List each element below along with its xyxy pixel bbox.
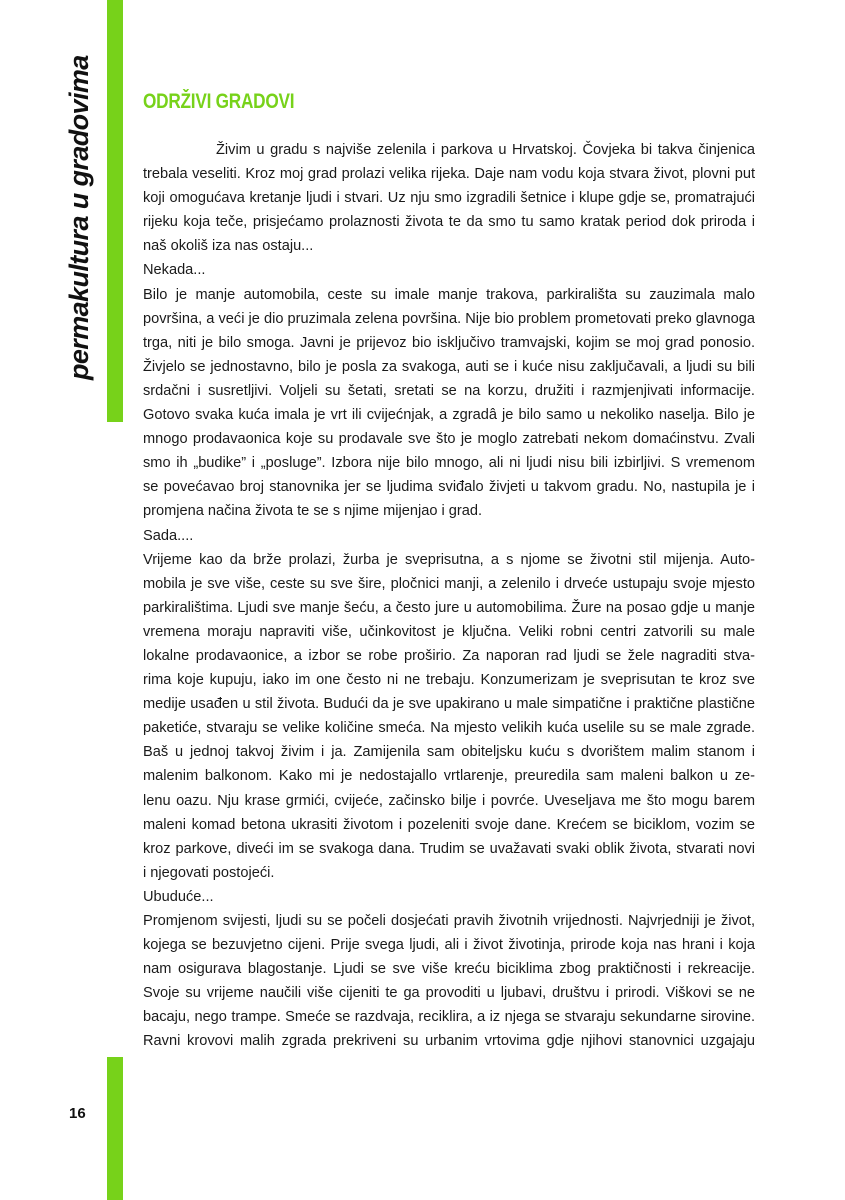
body-line: se povećavao broj stanovnika jer se ljudima sviđalo živjeti u takvom gradu. No, nastupila je i [143, 479, 755, 496]
body-line: Baš u jednoj takvoj živim i ja. Zamijenila sam obiteljsku kuću s dvorištem malim stanom i [143, 744, 755, 761]
body-line: rijeku koja teče, prisjećamo prolaznosti života te da smo tu samo kratak period dok priroda i [143, 214, 755, 231]
body-line: nam osigurava blagostanje. Ljudi se sve više kreću biciklima zbog praktičnosti i rekreacije. [143, 961, 755, 978]
body-line: mobila je sve više, ceste su sve šire, pločnici manji, a zelenilo i drveće ustupaju svoje mjesto [143, 575, 755, 592]
body-line: Nekada... [143, 262, 206, 279]
body-line: Ubuduće... [143, 888, 214, 905]
body-line: trebala veseliti. Kroz moj grad prolazi velika rijeka. Daje nam vodu koja stvara život, plovni put [143, 166, 755, 183]
body-text [143, 138, 755, 1054]
body-line: trga, niti je bilo smoga. Javni je prijevoz bio isključivo tramvajski, kojim se moj grad ponosio. [143, 334, 755, 351]
body-line: paketiće, stvaraju se velike količine smeća. Na mjesto velikih kuća uselile su se male zgrade. [143, 720, 755, 737]
body-line: naš okoliš iza nas ostaju... [143, 238, 314, 255]
body-line: Sada.... [143, 527, 194, 544]
body-line: smo ih „budike” i „posluge”. Izbora nije bilo mnogo, ali ni ljudi nisu bili izbirljivi. S vremenom [143, 455, 755, 472]
body-line: malenim balkonom. Kako mi je nedostajallo vrtlarenje, preuredila sam maleni balkon u ze- [143, 768, 755, 785]
body-line: promjena načina života te se s njime mijenjao i grad. [143, 503, 483, 520]
body-line: Gotovo svaka kuća imala je vrt ili cvijećnjak, a zgradâ je bilo samo u nekoliko naselja. Bilo je [143, 407, 755, 424]
body-line: maleni komad betona ukrasiti životom i pozeleniti svoje dane. Krećem se biciklom, vozim se [143, 816, 755, 833]
section-heading: ODRŽIVI GRADOVI [143, 90, 295, 113]
body-line: mnogo prodavaonica koje su prodavale sve što je moglo zatrebati nekom domaćinstvu. Zvali [143, 431, 755, 448]
body-line: srdačni i susretljivi. Voljeli su šetati, sretati se na korzu, družiti i razmjenjivati informacije. [143, 382, 755, 399]
body-line: medije usađen u stil života. Budući da je sve upakirano u male simpatične i praktične plastične [143, 696, 755, 713]
body-line: Živim u gradu s najviše zelenila i parkova u Hrvatskoj. Čovjeka bi takva činjenica [216, 142, 755, 158]
body-line: Živjelo se jednostavno, bilo je posla za svakoga, auti se i kuće nisu zaključavali, a ljudi su bili [143, 358, 755, 375]
running-title-text: permakultura u gradovima [64, 55, 94, 380]
body-line: Svoje su vrijeme naučili više cijeniti te ga provoditi u ljubavi, društvu i prirodi. Viškovi se ne [143, 985, 755, 1002]
body-line: lenu oazu. Nju krase grmići, cvijeće, začinsko bilje i povrće. Uveseljava me što mogu barem [143, 792, 755, 809]
body-line: Ravni krovovi malih zgrada prekriveni su urbanim vrtovima gdje njihovi stanovnici uzgajaju [143, 1033, 755, 1050]
body-line: Promjenom svijesti, ljudi su se počeli dosjećati pravih životnih vrijednosti. Najvrjedniji je život, [143, 913, 755, 929]
body-line: Vrijeme kao da brže prolazi, žurba je sveprisutna, a s njome se životni stil mijenja. Auto- [143, 551, 755, 568]
body-line: kroz parkove, diveći im se svakoga dana. Trudim se uvažavati svaki oblik života, stvarati novi [143, 840, 755, 857]
body-line: koji omogućava kretanje ljudi i stvari. Uz nju smo izgradili šetnice i klupe gdje se, promatrajući [143, 190, 755, 207]
page-number: 16 [69, 1105, 86, 1122]
body-line: vremena moraju napraviti više, učinkovitost je ključna. Veliki robni centri zatvorili su male [143, 623, 755, 640]
body-line: parkiralištima. Ljudi sve manje šeću, a često jure u automobilima. Žure na posao gdje u manje [143, 599, 755, 616]
body-line: površina, a veći je dio pruzimala zelena površina. Nije bio problem prometovati preko glavnoga [143, 310, 755, 327]
body-line: rima koje kupuju, iako im one često ni ne trebaju. Konzumerizam je sveprisutan te kroz sve [143, 672, 755, 689]
body-line: bacaju, nego trampe. Smeće se razdvaja, reciklira, a iz njega se stvaraju sekundarne sirovine. [143, 1009, 755, 1026]
body-line: Bilo je manje automobila, ceste su imale manje trakova, parkirališta su zauzimala malo [143, 286, 755, 303]
accent-bar-bottom [107, 1057, 123, 1200]
body-line: i njegovati postojeći. [143, 864, 275, 881]
body-line: kojega se bezuvjetno cijeni. Prije svega ljudi, ali i život životinja, prirode koja nas hrani i koja [143, 937, 755, 954]
body-line: lokalne prodavaonice, a izbor se robe proširio. Za naporan rad ljudi se žele nagraditi stva- [143, 647, 755, 664]
accent-bar-top [107, 0, 123, 422]
running-title [58, 55, 98, 380]
